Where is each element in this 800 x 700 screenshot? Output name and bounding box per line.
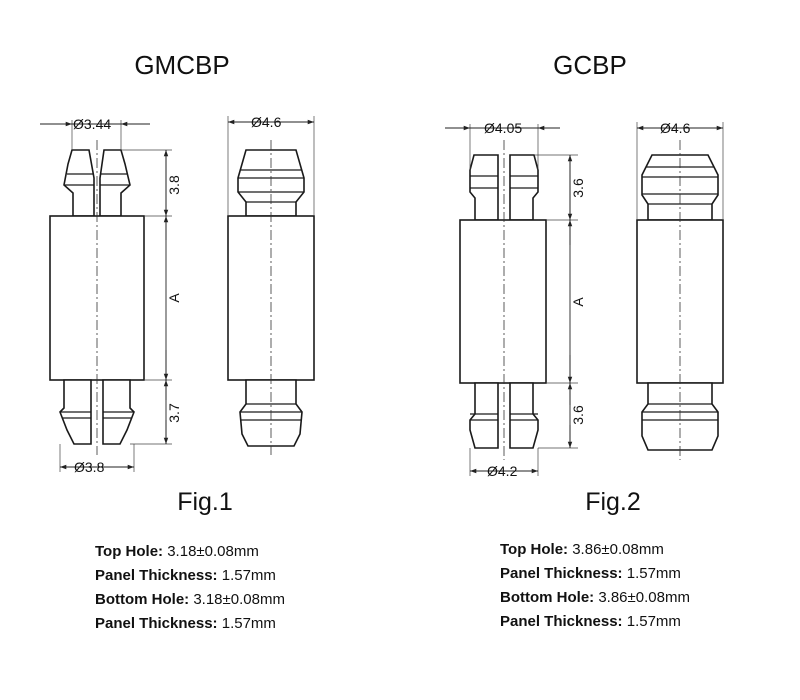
gmcbp-solid-view (228, 114, 314, 455)
spec-value: 1.57mm (221, 615, 276, 632)
spec-label: Top Hole: (500, 541, 569, 558)
spec-line (500, 610, 690, 634)
spec-value: 3.18±0.08mm (167, 543, 259, 560)
gmcbp-bottom-height-label: 3.7 (166, 403, 182, 423)
spec-line (95, 540, 285, 564)
spec-label: Panel Thickness: (95, 567, 218, 584)
gmcbp-title: GMCBP (134, 50, 230, 80)
spec-line (95, 612, 285, 636)
spec-label: Top Hole: (95, 543, 164, 560)
gmcbp-bottom-diameter-label: Ø3.8 (74, 459, 105, 475)
spec-value: 1.57mm (626, 565, 681, 582)
gmcbp-split-leg-view (50, 140, 144, 455)
spec-value: 3.86±0.08mm (598, 589, 690, 606)
gcbp-outer-diameter-label: Ø4.6 (660, 120, 691, 136)
gcbp-title: GCBP (553, 50, 627, 80)
spec-line (500, 586, 690, 610)
gcbp-bottom-diameter-label: Ø4.2 (487, 463, 518, 479)
spec-line (500, 538, 690, 562)
spec-label: Panel Thickness: (95, 615, 218, 632)
gmcbp-outer-diameter-label: Ø4.6 (251, 114, 282, 130)
gmcbp-specs (95, 540, 285, 636)
gcbp-bottom-height-label: 3.6 (570, 405, 586, 425)
fig2-caption: Fig.2 (585, 488, 641, 516)
gmcbp-top-right-leg (100, 150, 130, 216)
gcbp-bottom-left-leg (470, 383, 498, 448)
gcbp-bottom-right-leg (510, 383, 538, 448)
gcbp-top-diameter-label: Ø4.05 (484, 120, 523, 136)
gcbp-body-length-label: A (570, 297, 586, 307)
spec-label: Panel Thickness: (500, 613, 623, 630)
spec-line (500, 562, 690, 586)
spec-value: 1.57mm (626, 613, 681, 630)
gcbp-split-leg-view (460, 140, 546, 460)
spec-value: 3.18±0.08mm (193, 591, 285, 608)
spec-label: Bottom Hole: (500, 589, 595, 606)
spec-line (95, 564, 285, 588)
spec-label: Bottom Hole: (95, 591, 190, 608)
spec-value: 3.86±0.08mm (572, 541, 664, 558)
gmcbp-top-diameter-label: Ø3.44 (73, 116, 112, 132)
gmcbp-top-left-leg (64, 150, 94, 216)
gcbp-solid-view (637, 120, 723, 460)
gcbp-body (460, 220, 546, 383)
fig1-caption: Fig.1 (177, 488, 233, 516)
spec-label: Panel Thickness: (500, 565, 623, 582)
gmcbp-top-height-label: 3.8 (166, 175, 182, 195)
gcbp-top-height-label: 3.6 (570, 178, 586, 198)
gmcbp-body-length-label: A (166, 293, 182, 303)
gcbp-specs (500, 538, 690, 634)
spec-value: 1.57mm (221, 567, 276, 584)
spec-line (95, 588, 285, 612)
